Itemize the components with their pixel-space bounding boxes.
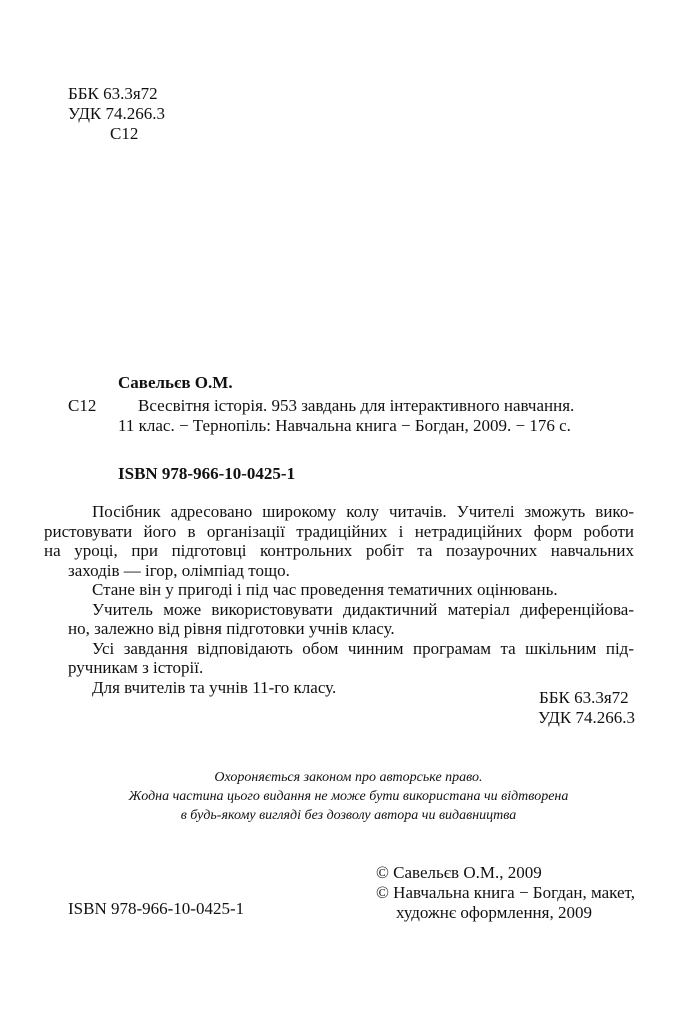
udk-code-right: УДК 74.266.3 bbox=[537, 708, 635, 727]
bibliographic-text: Всесвітня історія. 953 завдань для інтерактивного навчання. 11 клас. − Тернопіль: Навчальна книга − Богдан, 2009. − 176 с. bbox=[118, 396, 575, 435]
author-name: Савельєв О.М. bbox=[118, 373, 233, 392]
abstract-line: Усі завдання відповідають обом чинним програмам та шкільним під- bbox=[92, 638, 634, 658]
abstract-line: на уроці, при підготовці контрольних робіт та позаурочних навчальних bbox=[44, 541, 634, 560]
bbk-code-right: ББК 63.3я72 bbox=[538, 688, 629, 707]
isbn-main: ISBN 978-966-10-0425-1 bbox=[118, 464, 296, 483]
notice-line: Жодна частина цього видання не може бути використана чи відтворена bbox=[128, 789, 569, 804]
abstract-paragraph bbox=[68, 580, 634, 600]
bibliographic-description bbox=[118, 396, 588, 436]
abstract-paragraph bbox=[68, 600, 634, 620]
abstract-line: ристовувати його в організації традиційних і нетрадиційних форм роботи bbox=[44, 521, 634, 541]
classification-right bbox=[538, 688, 635, 728]
udk-code: УДК 74.266.3 bbox=[68, 104, 166, 123]
abstract-paragraph-end bbox=[68, 561, 634, 581]
isbn-bottom: ISBN 978-966-10-0425-1 bbox=[68, 899, 245, 918]
bbk-code: ББК 63.3я72 bbox=[68, 84, 158, 103]
author-code: С12 bbox=[68, 396, 97, 415]
copyright-notice bbox=[0, 768, 697, 825]
notice-line: в будь-якому вигляді без дозволу автора чи видавництва bbox=[180, 808, 517, 823]
abstract-line: но, залежно від рівня підготовки учнів класу. bbox=[68, 619, 395, 638]
abstract-line: ручникам з історії. bbox=[68, 658, 204, 677]
abstract-line: Посібник адресовано широкому колу читачів. Учителі зможуть вико- bbox=[92, 502, 634, 521]
abstract-line: Учитель може використовувати дидактичний матеріал диференційова- bbox=[92, 599, 634, 619]
abstract-paragraph-end bbox=[68, 658, 634, 678]
abstract-paragraph bbox=[68, 639, 634, 659]
classification-block bbox=[68, 84, 165, 144]
abstract-paragraph bbox=[44, 502, 634, 561]
notice-line: Охороняється законом про авторське право. bbox=[214, 770, 483, 785]
copyright-line: © Савельєв О.М., 2009 bbox=[376, 863, 542, 882]
abstract-line: Стане він у пригоді і під час проведення тематичних оцінювань. bbox=[92, 580, 558, 599]
author-index: С12 bbox=[110, 124, 139, 143]
copyright-line: © Навчальна книга − Богдан, макет, bbox=[376, 883, 635, 902]
abstract-line: заходів — ігор, олімпіад тощо. bbox=[68, 560, 290, 580]
abstract-paragraph-end bbox=[68, 619, 634, 639]
copyright-block bbox=[376, 863, 635, 923]
abstract bbox=[44, 502, 634, 697]
abstract-line: Для вчителів та учнів 11-го класу. bbox=[92, 677, 337, 697]
copyright-line: художнє оформлення, 2009 bbox=[396, 903, 592, 922]
